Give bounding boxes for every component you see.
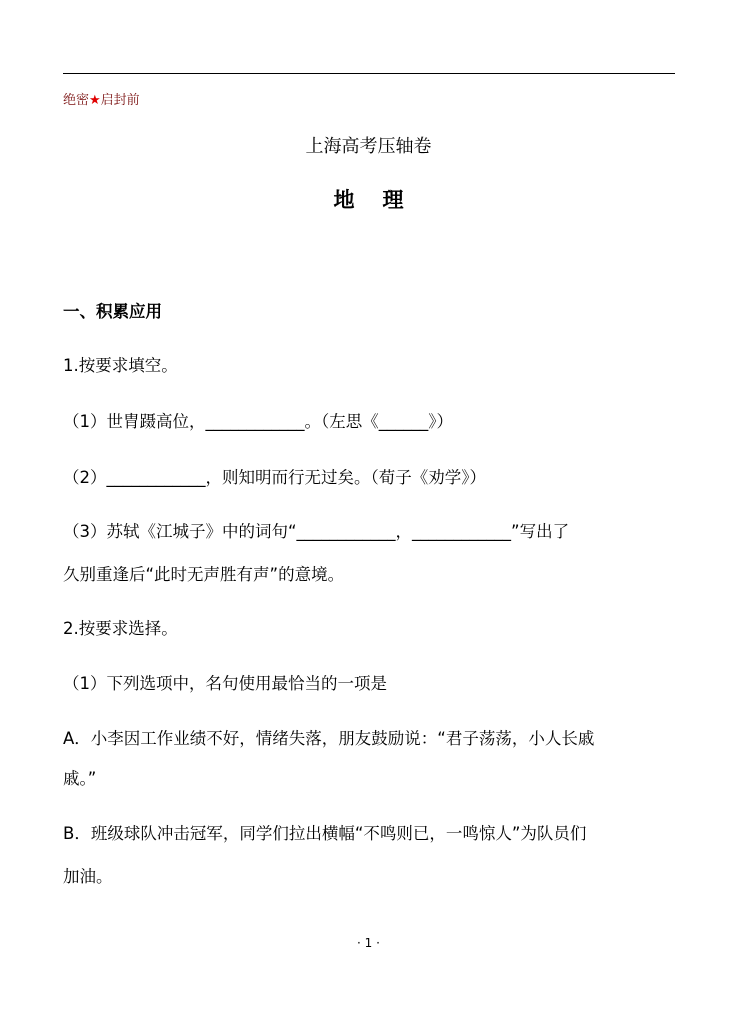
exam-title: 上海高考压轴卷 xyxy=(305,136,432,157)
header-rule xyxy=(63,73,675,74)
option-a: A．小李因工作业绩不好，情绪失落，朋友鼓励说：“君子荡荡，小人长戚 xyxy=(63,729,595,748)
option-a-cont: 戚。” xyxy=(63,769,97,788)
question-2-1: （1）下列选项中，名句使用最恰当的一项是 xyxy=(63,674,387,693)
before-opening-text: 启封前 xyxy=(100,93,140,108)
option-b: B．班级球队冲击冠军，同学们拉出横幅“不鸣则已，一鸣惊人”为队员们 xyxy=(63,824,587,843)
question-1-1: （1）世胄蹑高位，____________。（左思《______》） xyxy=(63,412,453,431)
question-1-3-cont: 久别重逢后“此时无声胜有声”的意境。 xyxy=(63,565,345,584)
section-heading: 一、积累应用 xyxy=(63,302,162,321)
option-b-cont: 加油。 xyxy=(63,867,113,886)
question-1-3: （3）苏轼《江城子》中的词句“____________，____________”写出了 xyxy=(63,522,570,541)
subject-char: 理 xyxy=(382,188,404,212)
confidential-label xyxy=(63,91,140,111)
confidential-text: 绝密 xyxy=(63,93,90,108)
subject-title xyxy=(0,190,737,210)
question-1-2: （2）____________，则知明而行无过矣。（荀子《劝学》） xyxy=(63,468,486,487)
star-icon: ★ xyxy=(89,93,101,108)
question-1: 1.按要求填空。 xyxy=(63,356,178,375)
question-2: 2.按要求选择。 xyxy=(63,619,178,638)
page-number: · 1 · xyxy=(357,936,380,950)
subject-char: 地 xyxy=(333,188,355,212)
